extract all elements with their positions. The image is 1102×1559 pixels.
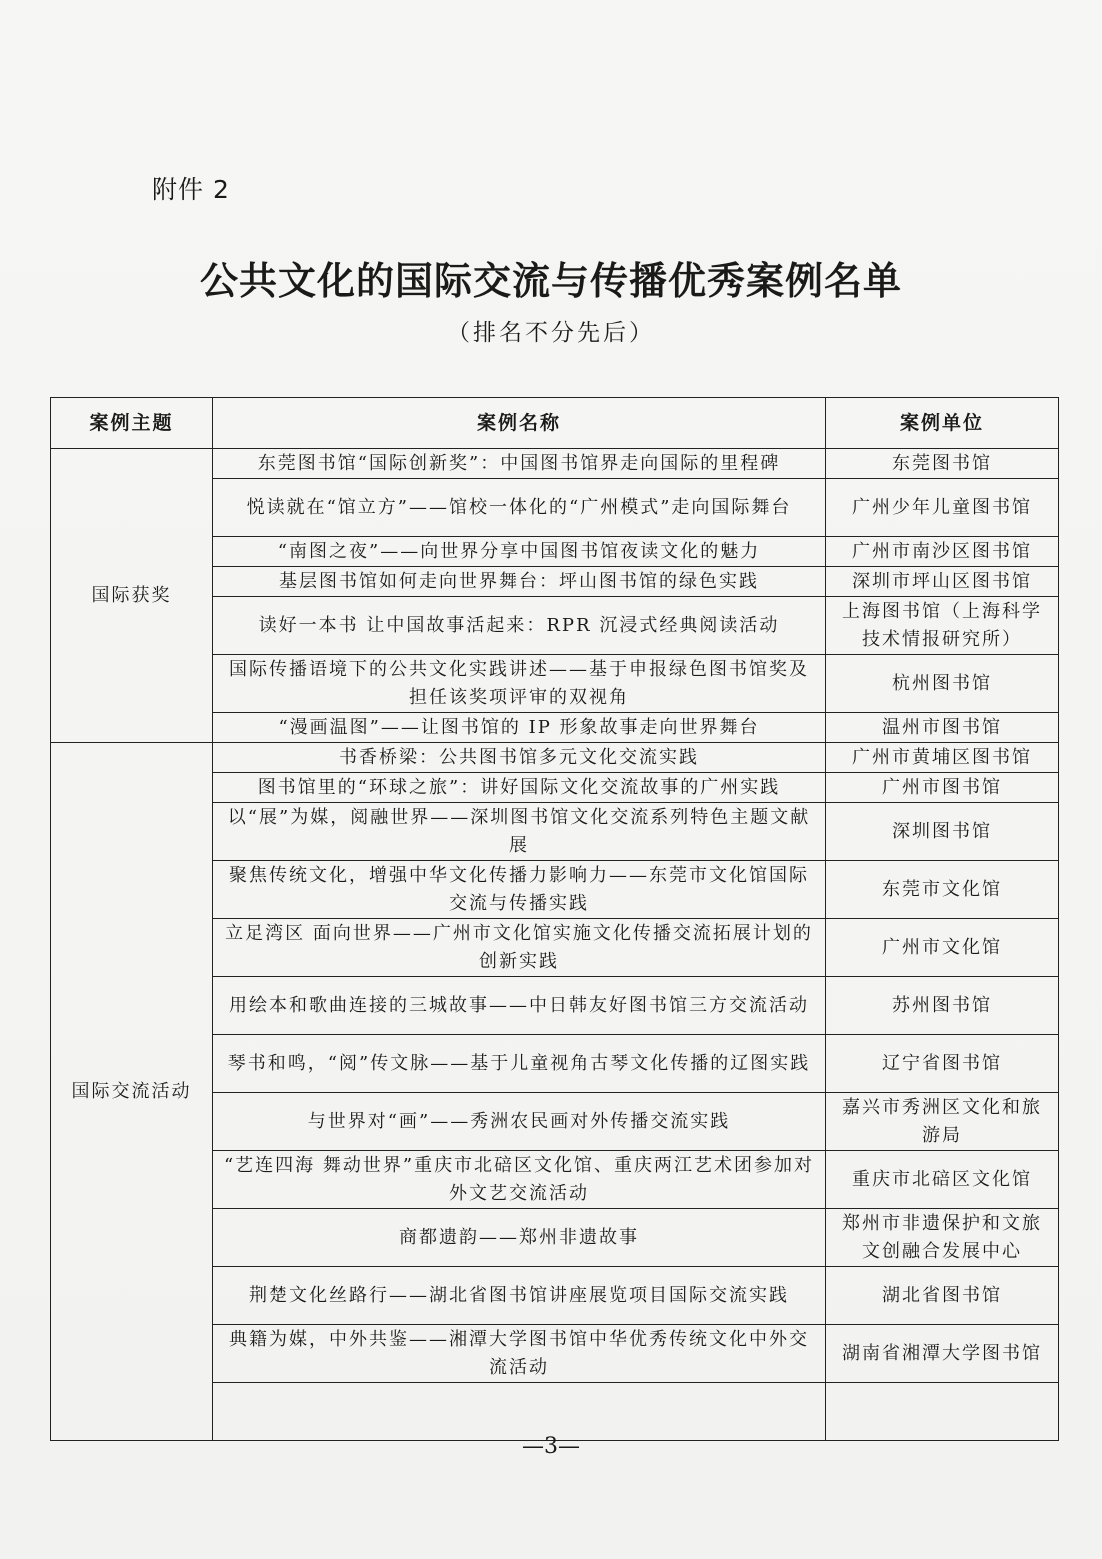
case-unit: 广州市图书馆: [826, 773, 1059, 803]
theme-cell: 国际交流活动: [51, 743, 213, 1441]
page-number: —3—: [522, 1434, 580, 1459]
attachment-label: 附件 2: [152, 175, 230, 204]
case-name: 立足湾区 面向世界——广州市文化馆实施文化传播交流拓展计划的创新实践: [213, 919, 826, 977]
case-unit: 广州市黄埔区图书馆: [826, 743, 1059, 773]
case-name: 读好一本书 让中国故事活起来：RPR 沉浸式经典阅读活动: [213, 597, 826, 655]
case-name: 荆楚文化丝路行——湖北省图书馆讲座展览项目国际交流实践: [213, 1267, 826, 1325]
case-unit: 广州市南沙区图书馆: [826, 537, 1059, 567]
case-name: 琴书和鸣，“阅”传文脉——基于儿童视角古琴文化传播的辽图实践: [213, 1035, 826, 1093]
cases-table: [50, 397, 1059, 1441]
table-row: [51, 743, 1059, 773]
case-unit: 深圳图书馆: [826, 803, 1059, 861]
header-name: 案例名称: [213, 398, 826, 449]
table-header-row: [51, 398, 1059, 449]
case-name: 悦读就在“馆立方”——馆校一体化的“广州模式”走向国际舞台: [213, 479, 826, 537]
table-row: [51, 449, 1059, 479]
case-name: 商都遗韵——郑州非遗故事: [213, 1209, 826, 1267]
case-name: 东莞图书馆“国际创新奖”：中国图书馆界走向国际的里程碑: [213, 449, 826, 479]
case-name: 基层图书馆如何走向世界舞台：坪山图书馆的绿色实践: [213, 567, 826, 597]
case-unit: 东莞市文化馆: [826, 861, 1059, 919]
case-name: “艺连四海 舞动世界”重庆市北碚区文化馆、重庆两江艺术团参加对外文艺交流活动: [213, 1151, 826, 1209]
header-theme: 案例主题: [51, 398, 213, 449]
case-unit: 湖南省湘潭大学图书馆: [826, 1325, 1059, 1383]
header-unit: 案例单位: [826, 398, 1059, 449]
case-name: 用绘本和歌曲连接的三城故事——中日韩友好图书馆三方交流活动: [213, 977, 826, 1035]
case-unit: [826, 1383, 1059, 1441]
document-title: 公共文化的国际交流与传播优秀案例名单: [199, 259, 902, 303]
case-unit: 苏州图书馆: [826, 977, 1059, 1035]
case-name: 国际传播语境下的公共文化实践讲述——基于申报绿色图书馆奖及担任该奖项评审的双视角: [213, 655, 826, 713]
case-name: 图书馆里的“环球之旅”：讲好国际文化交流故事的广州实践: [213, 773, 826, 803]
case-name: 聚焦传统文化，增强中华文化传播力影响力——东莞市文化馆国际交流与传播实践: [213, 861, 826, 919]
case-name: “南图之夜”——向世界分享中国图书馆夜读文化的魅力: [213, 537, 826, 567]
case-name: 与世界对“画”——秀洲农民画对外传播交流实践: [213, 1093, 826, 1151]
case-unit: 温州市图书馆: [826, 713, 1059, 743]
case-unit: 上海图书馆（上海科学技术情报研究所）: [826, 597, 1059, 655]
case-unit: 嘉兴市秀洲区文化和旅游局: [826, 1093, 1059, 1151]
case-unit: 郑州市非遗保护和文旅文创融合发展中心: [826, 1209, 1059, 1267]
case-name: “漫画温图”——让图书馆的 IP 形象故事走向世界舞台: [213, 713, 826, 743]
theme-cell: 国际获奖: [51, 449, 213, 743]
case-unit: 杭州图书馆: [826, 655, 1059, 713]
case-unit: 广州少年儿童图书馆: [826, 479, 1059, 537]
case-unit: 深圳市坪山区图书馆: [826, 567, 1059, 597]
case-unit: 重庆市北碚区文化馆: [826, 1151, 1059, 1209]
document-subtitle: （排名不分先后）: [447, 320, 655, 346]
case-unit: 辽宁省图书馆: [826, 1035, 1059, 1093]
case-name: 典籍为媒，中外共鉴——湘潭大学图书馆中华优秀传统文化中外交流活动: [213, 1325, 826, 1383]
case-name: 书香桥梁：公共图书馆多元文化交流实践: [213, 743, 826, 773]
case-unit: 广州市文化馆: [826, 919, 1059, 977]
case-unit: 湖北省图书馆: [826, 1267, 1059, 1325]
case-unit: 东莞图书馆: [826, 449, 1059, 479]
case-name: 以“展”为媒，阅融世界——深圳图书馆文化交流系列特色主题文献展: [213, 803, 826, 861]
case-name: [213, 1383, 826, 1441]
